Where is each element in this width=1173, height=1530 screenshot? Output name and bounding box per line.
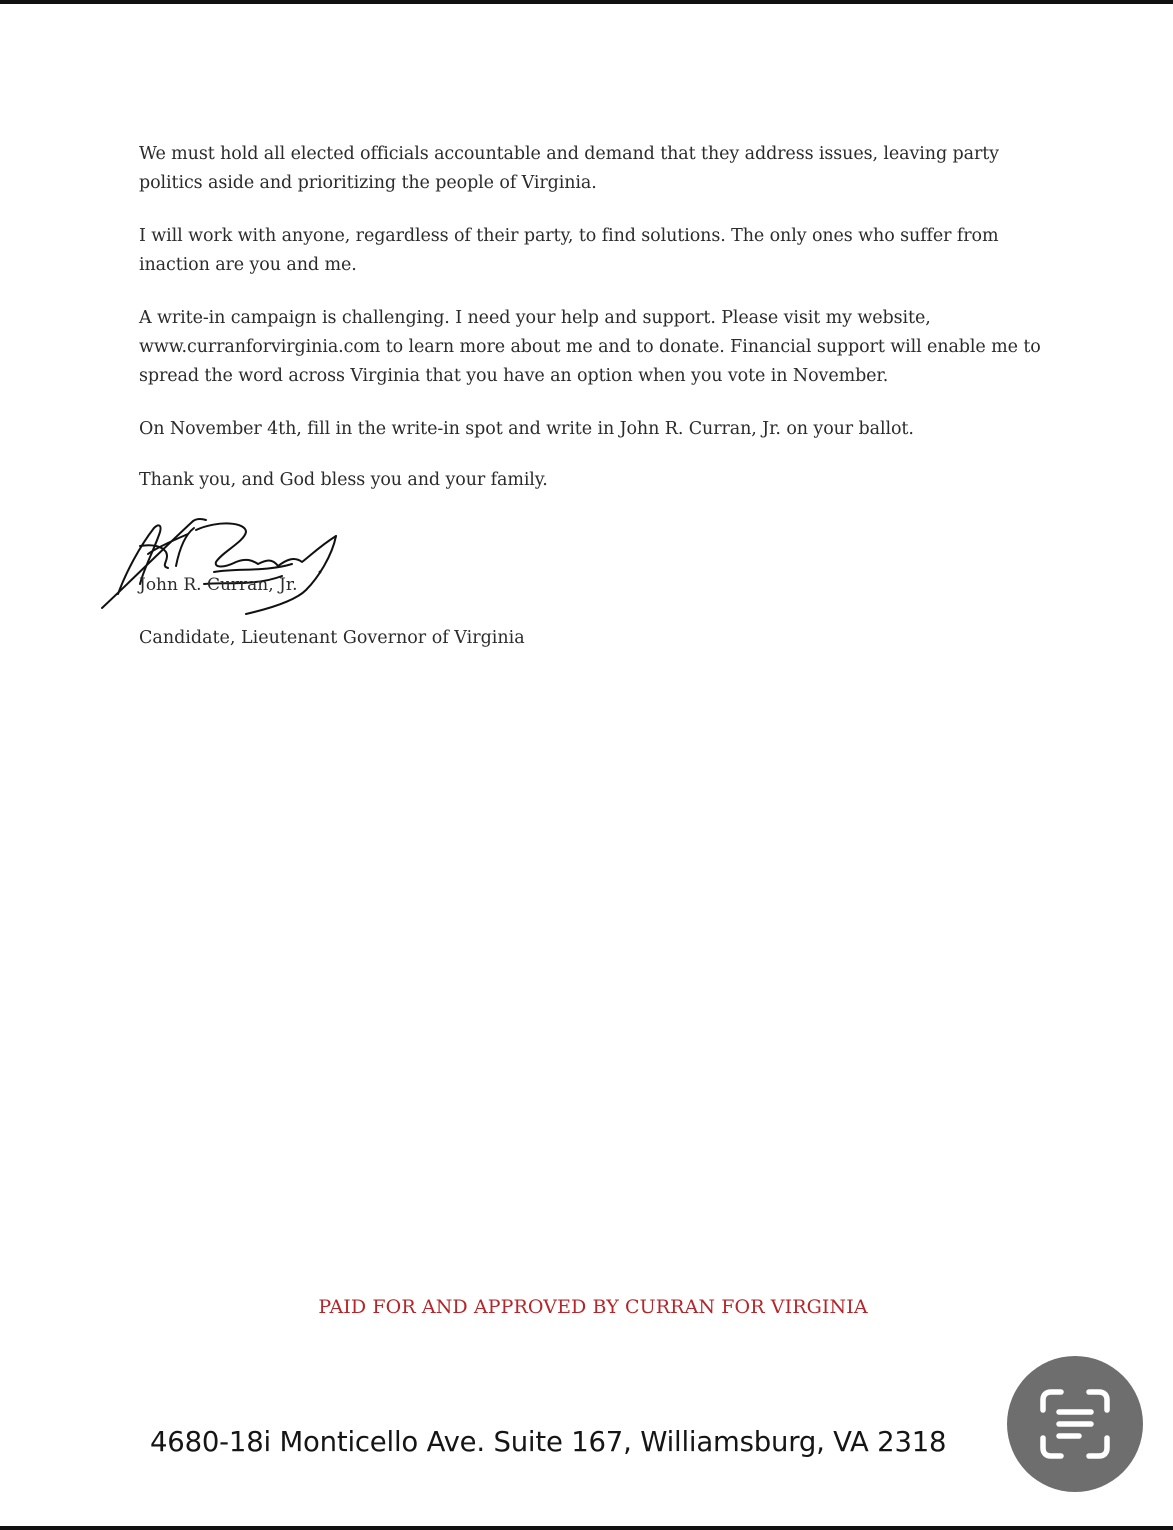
paid-for-disclaimer: PAID FOR AND APPROVED BY CURRAN FOR VIRGINIA — [318, 1296, 868, 1318]
letter-body — [139, 140, 1059, 519]
signer-name: John R. Curran, Jr. — [139, 575, 298, 595]
paragraph-accountability: We must hold all elected officials accountable and demand that they address issues, leaving party politics aside and prioritizing the people of Virginia. — [139, 144, 999, 193]
text-scan-icon — [1037, 1386, 1113, 1462]
mailing-address: 4680-18i Monticello Ave. Suite 167, Williamsburg, VA 2318 — [150, 1426, 947, 1458]
paragraph-ballot-instruction: On November 4th, fill in the write-in spot and write in John R. Curran, Jr. on your ballot. — [139, 419, 914, 439]
bottom-border — [0, 1526, 1173, 1530]
paragraph-closing: Thank you, and God bless you and your family. — [139, 470, 548, 490]
top-border — [0, 0, 1173, 4]
signer-title: Candidate, Lieutenant Governor of Virginia — [139, 628, 525, 648]
handwritten-signature — [96, 516, 356, 616]
live-text-scan-button[interactable] — [1007, 1356, 1143, 1492]
paragraph-write-in-campaign: A write-in campaign is challenging. I need your help and support. Please visit my website, www.curranforvirginia.com to learn more about me and to donate. Financial support will enable me to spread the word across Virginia that you have an option when you vote in November. — [139, 308, 1041, 386]
signature-icon — [96, 516, 356, 616]
paragraph-bipartisan: I will work with anyone, regardless of their party, to find solutions. The only ones who suffer from inaction are you and me. — [139, 226, 999, 275]
